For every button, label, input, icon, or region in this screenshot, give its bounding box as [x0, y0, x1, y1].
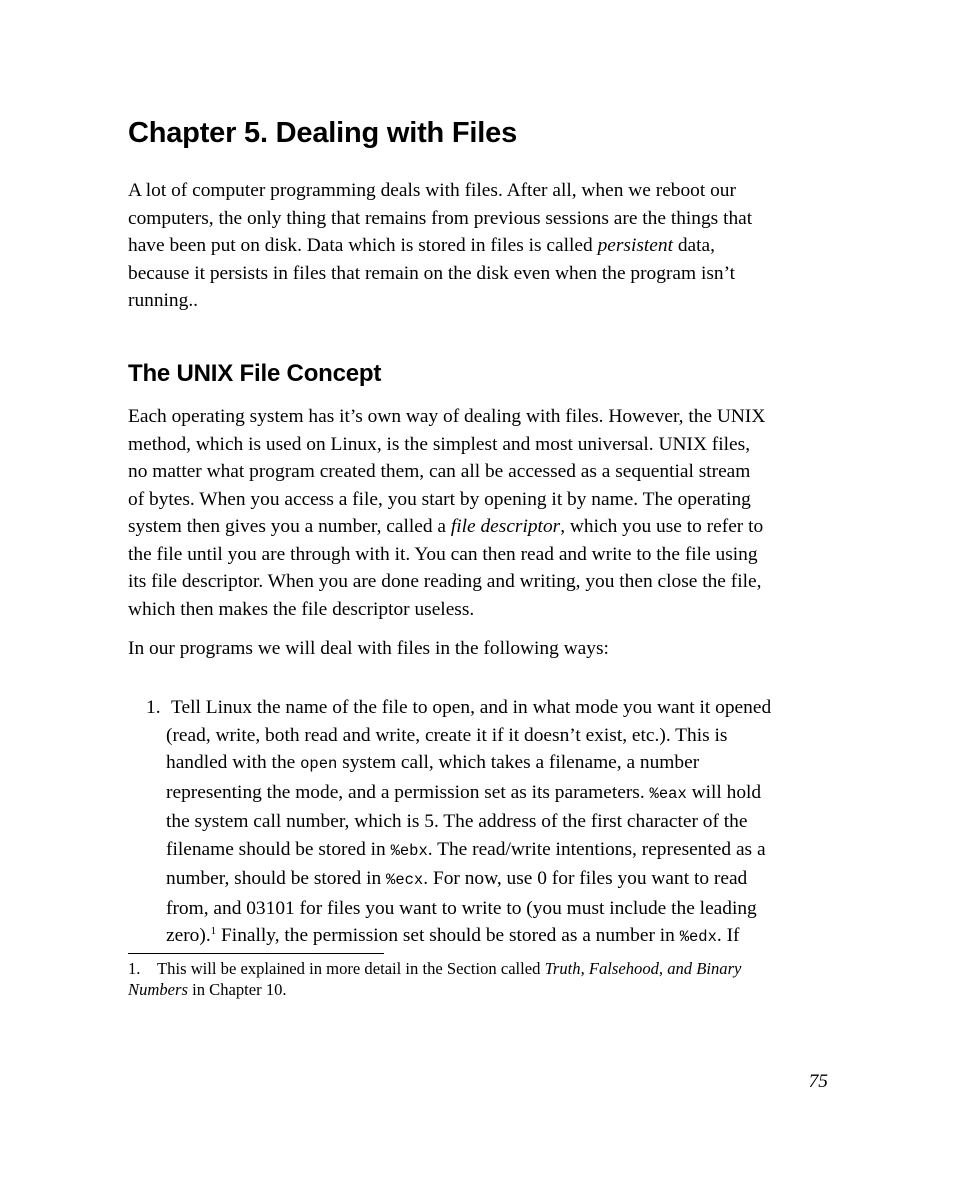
code-term: %edx [679, 928, 717, 946]
code-term: %ebx [390, 841, 428, 860]
text-line: zero).$^1$ Finally, the permission set should be stored as a number in %edx. If [166, 925, 740, 946]
text-line: (read, write, both read and write, create it if it doesn’t exist, etc.). This is [166, 724, 728, 746]
unix-concept-paragraph [128, 403, 828, 623]
text-line: Tell Linux the name of the file to open, and in what mode you want it opened [171, 697, 772, 718]
footnote-number: 1. [128, 959, 141, 978]
emphasis-term: Numbers [128, 980, 188, 999]
text-line: which then makes the file descriptor useless. [128, 598, 475, 620]
text-line: method, which is used on Linux, is the simplest and most universal. UNIX files, [128, 433, 751, 455]
footnote-line: 1. This will be explained in more detail in the Section called Truth, Falsehood, and Binary [128, 959, 742, 978]
text-line: system then gives you a number, called a file descriptor, which you use to refer to [128, 516, 764, 537]
section-title: The UNIX File Concept [128, 360, 382, 387]
footnote-reference[interactable]: 1 [210, 925, 217, 937]
text-line: the system call number, which is 5. The address of the first character of the [166, 811, 748, 832]
code-term: open [300, 755, 338, 773]
text-line: representing the mode, and a permission set as its parameters. %eax will hold [166, 781, 762, 803]
text-line: the file until you are through with it. You can then read and write to the file using [128, 543, 758, 565]
text-line: its file descriptor. When you are done reading and writing, you then close the file, [128, 571, 762, 592]
ways-intro-paragraph: In our programs we will deal with files in the following ways: [128, 638, 609, 659]
text-line: A lot of computer programming deals with files. After all, when we reboot our [128, 180, 736, 201]
emphasis-term: file descriptor [450, 516, 561, 537]
page-number: 75 [808, 1071, 828, 1092]
text-line: Each operating system has it’s own way of dealing with files. However, the UNIX [128, 406, 766, 427]
text-line: have been put on disk. Data which is stored in files is called persistent data, [128, 235, 715, 256]
footnote-line: Numbers in Chapter 10. [128, 980, 287, 999]
chapter-title: Chapter 5. Dealing with Files [128, 117, 517, 149]
text-line: running.. [128, 290, 199, 311]
footnote [128, 958, 832, 1000]
text-line: number, should be stored in %ecx. For now, use 0 for files you want to read [166, 868, 748, 889]
text-line: filename should be stored in %ebx. The read/write intentions, represented as a [166, 838, 766, 860]
emphasis-term: persistent [597, 235, 673, 256]
code-term: %eax [649, 784, 687, 803]
footnote-divider [128, 953, 384, 954]
emphasis-term: Truth, Falsehood, and Binary [544, 959, 742, 978]
text-line: handled with the open system call, which takes a filename, a number [166, 752, 700, 773]
code-term: %ecx [386, 871, 424, 889]
list-item-content [166, 694, 836, 952]
text-line: computers, the only thing that remains from previous sessions are the things that [128, 207, 753, 229]
list-item-number: 1. [146, 697, 161, 718]
text-line: because it persists in files that remain on the disk even when the program isn’t [128, 262, 736, 284]
intro-paragraph [128, 177, 828, 315]
text-line: of bytes. When you access a file, you start by opening it by name. The operating [128, 488, 751, 510]
text-line: no matter what program created them, can all be accessed as a sequential stream [128, 461, 751, 482]
text-line: from, and 03101 for files you want to write to (you must include the leading [166, 897, 757, 919]
